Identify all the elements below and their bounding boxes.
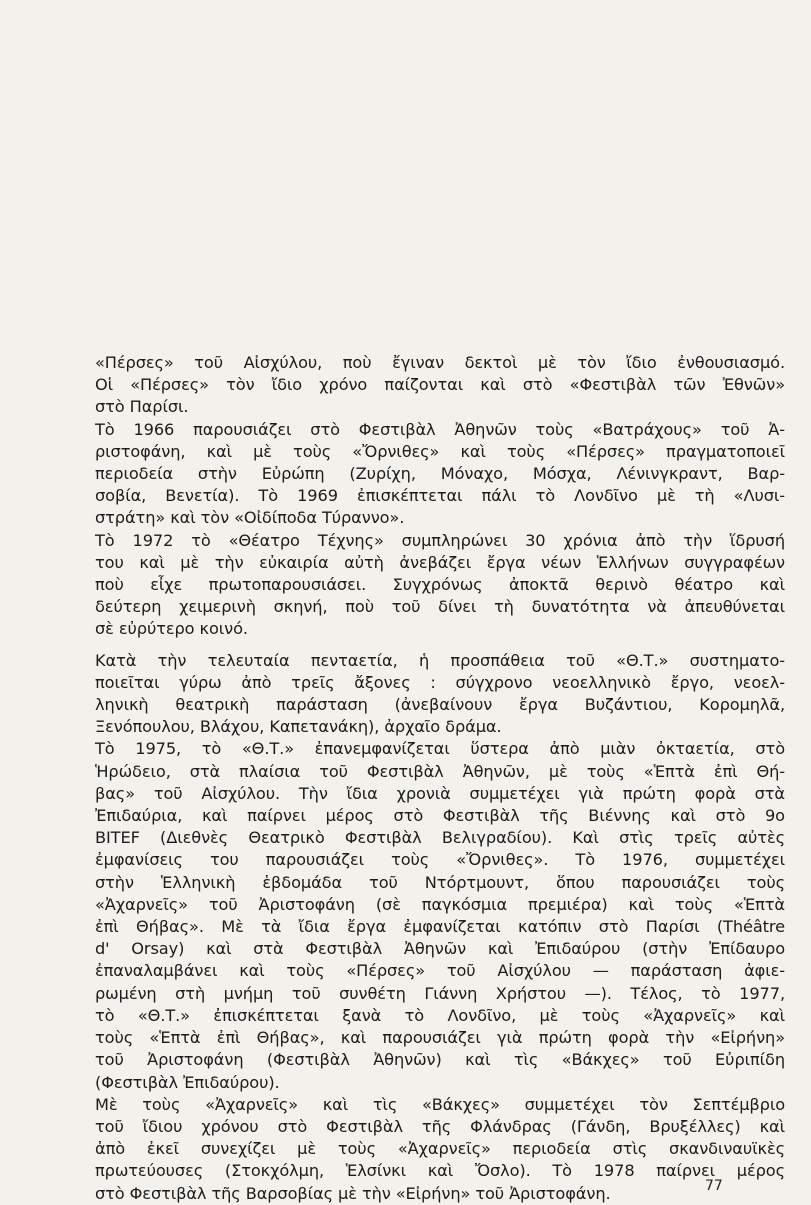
text-line: ἐπαναλαμβάνει καὶ τοὺς «Πέρσες» τοῦ Αἰσχύλου — παράσταση ἀφιε-: [95, 961, 785, 981]
text-line: περιοδεία στὴν Εὐρώπη (Ζυρίχη, Μόναχο, Μόσχα, Λένινγκραντ, Βαρ-: [95, 464, 785, 484]
text-line: στὸ Φεστιβὰλ τῆς Βαρσοβίας μὲ τὴν «Εἰρήνη» τοῦ Ἀριστοφάνη.: [95, 1183, 611, 1203]
text-line: BITEF (Διεθνὲς Θεατρικὸ Φεστιβὰλ Βελιγραδίου). Καὶ στὶς τρεῖς αὐτὲς: [95, 828, 785, 848]
paragraph: [95, 352, 785, 419]
text-line: σοβία, Βενετία). Τὸ 1969 ἐπισκέπτεται πάλι τὸ Λονδῖνο μὲ τὴ «Λυσι-: [95, 486, 785, 506]
text-line: Κατὰ τὴν τελευταία πενταετία, ἡ προσπάθεια τοῦ «Θ.Τ.» συστηματο-: [95, 650, 785, 670]
text-line: ποὺ εἶχε πρωτοπαρουσιάσει. Συγχρόνως ἀποκτᾶ θερινὸ θέατρο καὶ: [95, 575, 785, 595]
paragraph: [95, 1094, 785, 1205]
page-number: 77: [705, 1178, 723, 1194]
paragraph: [95, 419, 785, 530]
text-line: ἀπὸ ἐκεῖ συνεχίζει μὲ τοὺς «Ἀχαρνεῖς» περιοδεία στὶς σκανδιναυϊκὲς: [95, 1139, 785, 1159]
text-line: «Πέρσες» τοῦ Αἰσχύλου, ποὺ ἔγιναν δεκτοὶ μὲ τὸν ἴδιο ἐνθουσιασμό.: [95, 353, 785, 372]
text-line: Οἱ «Πέρσες» τὸν ἴδιο χρόνο παίζονται καὶ στὸ «Φεστιβὰλ τῶν Ἐθνῶν»: [95, 375, 785, 395]
text-line: τοὺς «Ἑπτὰ ἐπὶ Θήβας», καὶ παρουσιάζει γιὰ πρώτη φορὰ τὴν «Εἰρήνη»: [95, 1028, 785, 1048]
text-line: στὴν Ἑλληνικὴ ἑβδομάδα τοῦ Ντόρτμουντ, ὅπου παρουσιάζει τοὺς: [95, 872, 785, 892]
text-line: «Ἀχαρνεῖς» τοῦ Ἀριστοφάνη (σὲ παγκόσμια πρεμιέρα) καὶ τοὺς «Ἑπτὰ: [95, 894, 785, 914]
text-line: Τὸ 1972 τὸ «Θέατρο Τέχνης» συμπληρώνει 30 χρόνια ἀπὸ τὴν ἵδρυσή: [95, 530, 785, 550]
text-line: (Φεστιβὰλ Ἐπιδαύρου).: [95, 1072, 280, 1092]
text-line: τὸ «Θ.Τ.» ἐπισκέπτεται ξανὰ τὸ Λονδῖνο, μὲ τοὺς «Ἀχαρνεῖς» καὶ: [95, 1005, 785, 1025]
text-line: Τὸ 1975, τὸ «Θ.Τ.» ἐπανεμφανίζεται ὕστερα ἀπὸ μιὰν ὀκταετία, στὸ: [95, 739, 785, 759]
text-line: Τὸ 1966 παρουσιάζει στὸ Φεστιβὰλ Ἀθηνῶν τοὺς «Βατράχους» τοῦ Ἀ-: [95, 419, 785, 439]
text-line: του καὶ μὲ τὴν εὐκαιρία αὐτὴ ἀνεβάζει ἔργα νέων Ἑλλήνων συγγραφέων: [95, 552, 785, 572]
text-line: ἐμφανίσεις του παρουσιάζει τοὺς «Ὄρνιθες». Τὸ 1976, συμμετέχει: [95, 850, 785, 870]
paragraph: [95, 650, 785, 739]
text-line: πρωτεύουσες (Στοκχόλμη, Ἑλσίνκι καὶ Ὄσλο). Τὸ 1978 παίρνει μέρος: [95, 1161, 785, 1181]
body-text: [95, 352, 785, 1205]
text-line: d' Orsay) καὶ στὰ Φεστιβὰλ Ἀθηνῶν καὶ Ἐπιδαύρου (στὴν Ἐπίδαυρο: [95, 939, 785, 959]
text-line: Ἡρώδειο, στὰ πλαίσια τοῦ Φεστιβὰλ Ἀθηνῶν, μὲ τοὺς «Ἑπτὰ ἐπὶ Θή-: [95, 761, 785, 781]
text-line: δεύτερη χειμερινὴ σκηνή, ποὺ τοῦ δίνει τὴ δυνατότητα νὰ ἀπευθύνεται: [95, 597, 785, 617]
text-line: στὸ Παρίσι.: [95, 397, 189, 417]
text-line: ρωμένη στὴ μνήμη τοῦ συνθέτη Γιάννη Χρήστου —). Τέλος, τὸ 1977,: [95, 983, 785, 1003]
text-line: ριστοφάνη, καὶ μὲ τοὺς «Ὄρνιθες» καὶ τοὺς «Πέρσες» πραγματοποιεῖ: [95, 441, 785, 461]
text-line: Ξενόπουλου, Βλάχου, Καπετανάκη), ἀρχαῖο δράμα.: [95, 717, 502, 737]
text-line: τοῦ Ἀριστοφάνη (Φεστιβὰλ Ἀθηνῶν) καὶ τὶς «Βάκχες» τοῦ Εὐριπίδη: [95, 1050, 785, 1070]
text-line: ληνικὴ θεατρικὴ παράσταση (ἀνεβαίνουν ἔργα Βυζάντιου, Κορομηλᾶ,: [95, 695, 785, 715]
text-line: τοῦ ἴδιου χρόνου στὸ Φεστιβὰλ τῆς Φλάνδρας (Γάνδη, Βρυξέλλες) καὶ: [95, 1116, 785, 1136]
paragraph-gap: [95, 641, 785, 650]
text-line: σὲ εὐρύτερο κοινό.: [95, 619, 248, 639]
paragraph: [95, 738, 785, 1093]
paragraph: [95, 530, 785, 641]
text-line: ἐπὶ Θήβας». Μὲ τὰ ἴδια ἔργα ἐμφανίζεται κατόπιν στὸ Παρίσι (Théâtre: [95, 917, 785, 937]
text-line: ποιεῖται γύρω ἀπὸ τρεῖς ἄξονες : σύγχρονο νεοελληνικὸ ἔργο, νεοελ-: [95, 672, 785, 692]
text-line: Μὲ τοὺς «Ἀχαρνεῖς» καὶ τὶς «Βάκχες» συμμετέχει τὸν Σεπτέμβριο: [95, 1094, 785, 1114]
text-line: Ἐπιδαύρια, καὶ παίρνει μέρος στὸ Φεστιβὰλ τῆς Βιέννης καὶ στὸ 9ο: [95, 806, 785, 826]
text-line: βας» τοῦ Αἰσχύλου. Τὴν ἴδια χρονιὰ συμμετέχει γιὰ πρώτη φορὰ στὰ: [95, 783, 785, 803]
text-line: στράτη» καὶ τὸν «Οἰδίποδα Τύραννο».: [95, 508, 405, 528]
